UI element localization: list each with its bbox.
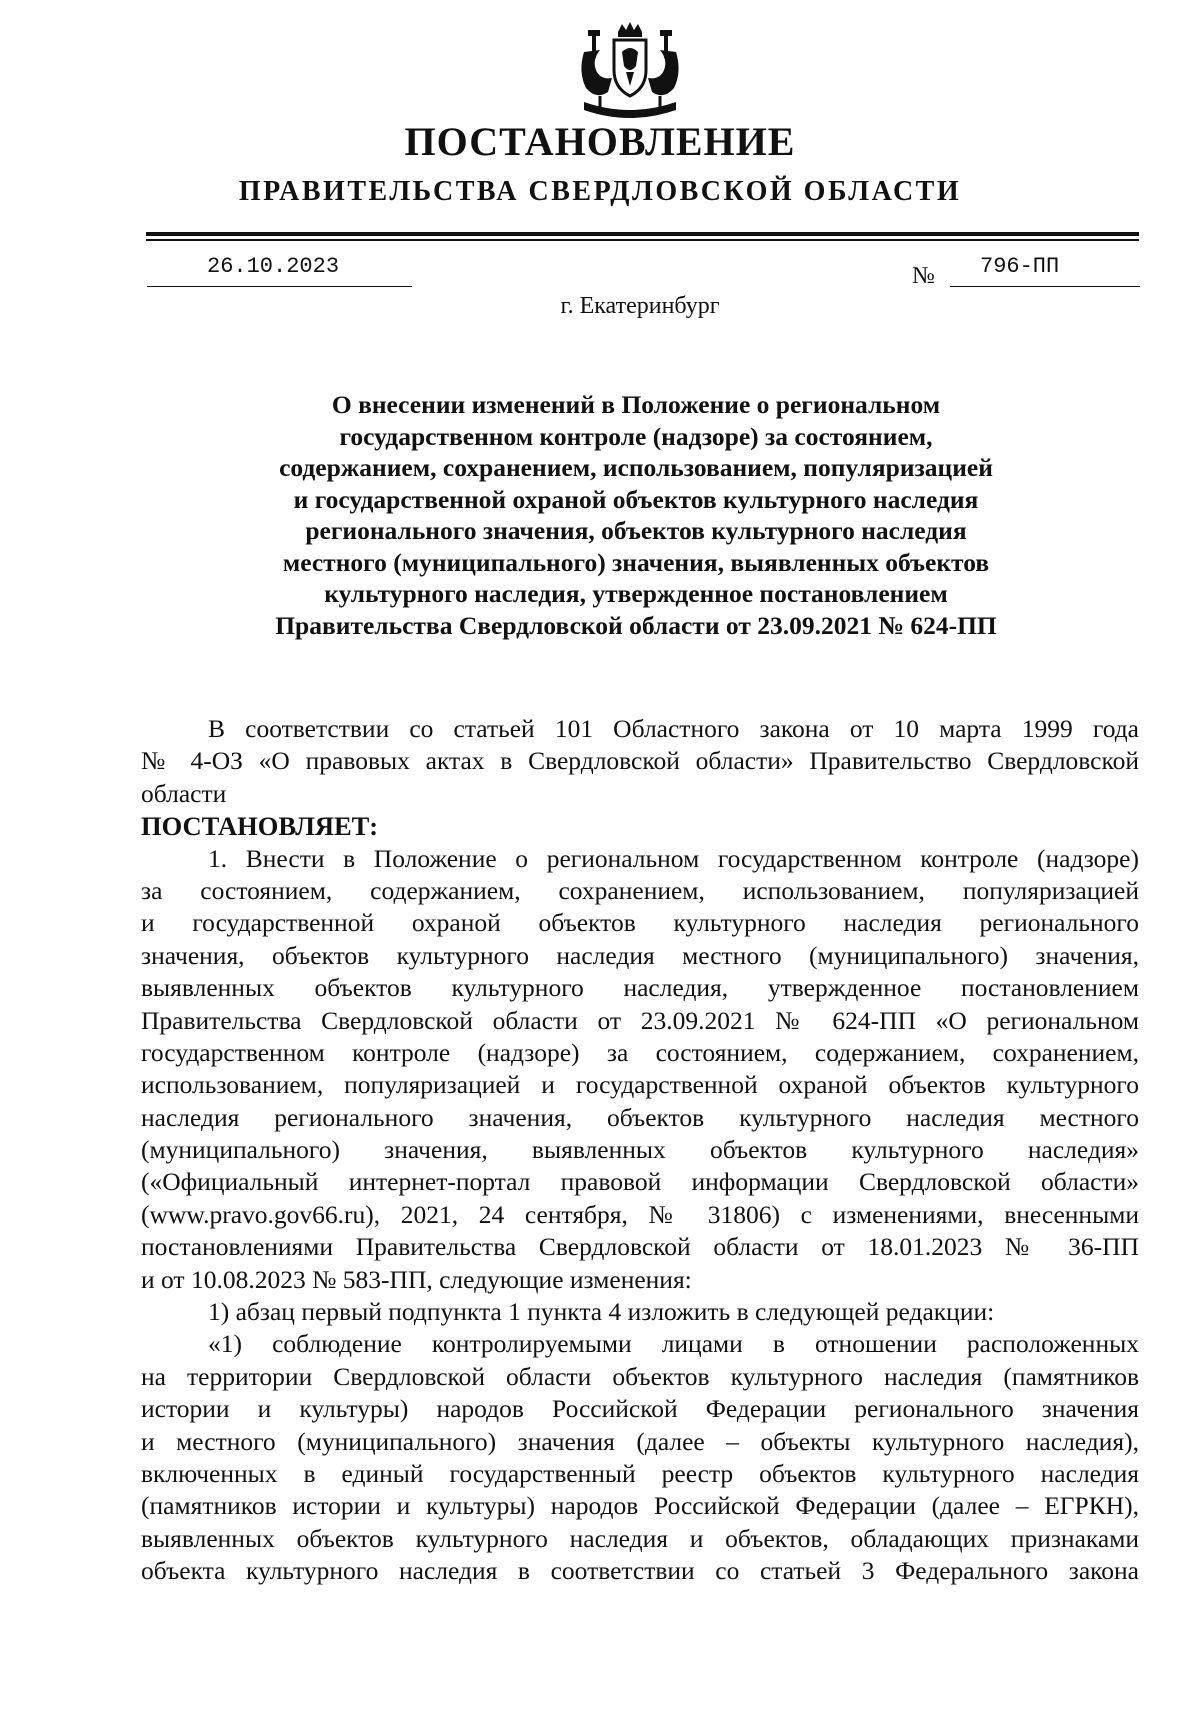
body-line: В соответствии со статьей 101 Областного закона от 10 марта 1999 года	[208, 714, 1139, 743]
body-line: (памятников истории и культуры) народов Российской Федерации (далее – ЕГРКН),	[141, 1491, 1139, 1521]
body-line: № 4-ОЗ «О правовых актах в Свердловской области» Правительство Свердловской	[141, 746, 1139, 776]
resolution-keyword: ПОСТАНОВЛЯЕТ:	[141, 811, 379, 842]
body-line: и государственной охраной объектов культурного наследия регионального	[141, 908, 1139, 938]
body-line: истории и культуры) народов Российской Федерации регионального значения	[141, 1394, 1139, 1424]
header-divider-thin	[146, 239, 1139, 241]
title-line: содержанием, сохранением, использованием, популяризацией	[279, 453, 993, 482]
body-line: и местного (муниципального) значения (далее – объекты культурного наследия),	[141, 1426, 1139, 1456]
body-line: объекта культурного наследия в соответствии со статьей 3 Федерального закона	[141, 1556, 1139, 1586]
body-line: Правительства Свердловской области от 23.09.2021 № 624-ПП «О региональном	[141, 1005, 1139, 1035]
body-line: (www.pravo.gov66.ru), 2021, 24 сентября, № 31806) с изменениями, внесенными	[141, 1199, 1139, 1229]
document-city: г. Екатеринбург	[560, 293, 720, 319]
body-line: наследия регионального значения, объектов культурного наследия местного	[141, 1102, 1139, 1132]
document-body	[141, 713, 1139, 1588]
header-divider-thick	[146, 232, 1139, 236]
title-line: культурного наследия, утвержденное постановлением	[324, 579, 948, 608]
document-date: 26.10.2023	[147, 253, 412, 287]
body-line: значения, объектов культурного наследия местного (муниципального) значения,	[141, 940, 1139, 970]
title-line: регионального значения, объектов культурного наследия	[305, 516, 967, 545]
body-line: «1) соблюдение контролируемыми лицами в отношении расположенных	[208, 1329, 1139, 1359]
body-line: государственном контроле (надзоре) за состоянием, содержанием, сохранением,	[141, 1037, 1139, 1067]
body-line: области	[141, 778, 227, 808]
body-line: выявленных объектов культурного наследия и объектов, обладающих признаками	[141, 1523, 1139, 1553]
issuing-authority: ПРАВИТЕЛЬСТВА СВЕРДЛОВСКОЙ ОБЛАСТИ	[238, 176, 962, 207]
document-title	[190, 389, 1082, 641]
title-line: О внесении изменений в Положение о региональном	[331, 390, 941, 419]
number-sign: №	[912, 263, 935, 289]
title-line: местного (муниципального) значения, выявленных объектов	[282, 547, 990, 577]
body-line: использованием, популяризацией и государственной охраной объектов культурного	[141, 1070, 1139, 1100]
body-line: и от 10.08.2023 № 583-ПП, следующие изменения:	[141, 1264, 692, 1294]
coat-of-arms-emblem	[570, 22, 690, 127]
title-line: и государственной охраной объектов культурного наследия	[293, 484, 979, 514]
body-line: выявленных объектов культурного наследия, утвержденное постановлением	[141, 973, 1139, 1003]
body-line: 1) абзац первый подпункта 1 пункта 4 изложить в следующей редакции:	[208, 1297, 995, 1327]
body-line: включенных в единый государственный реестр объектов культурного наследия	[141, 1458, 1139, 1488]
body-line: («Официальный интернет-портал правовой информации Свердловской области»	[141, 1167, 1139, 1197]
title-line: Правительства Свердловской области от 23.09.2021 № 624-ПП	[275, 610, 997, 640]
title-line: государственном контроле (надзоре) за состоянием,	[339, 421, 933, 451]
document-number: 796-ПП	[950, 253, 1140, 287]
body-line: постановлениями Правительства Свердловской области от 18.01.2023 № 36-ПП	[141, 1232, 1139, 1262]
body-line: на территории Свердловской области объектов культурного наследия (памятников	[141, 1361, 1139, 1391]
document-type: ПОСТАНОВЛЕНИЕ	[404, 119, 796, 164]
body-line: 1. Внести в Положение о региональном государственном контроле (надзоре)	[208, 843, 1139, 873]
body-line: (муниципального) значения, выявленных объектов культурного наследия»	[141, 1135, 1139, 1165]
body-line: за состоянием, содержанием, сохранением, использованием, популяризацией	[141, 875, 1139, 905]
